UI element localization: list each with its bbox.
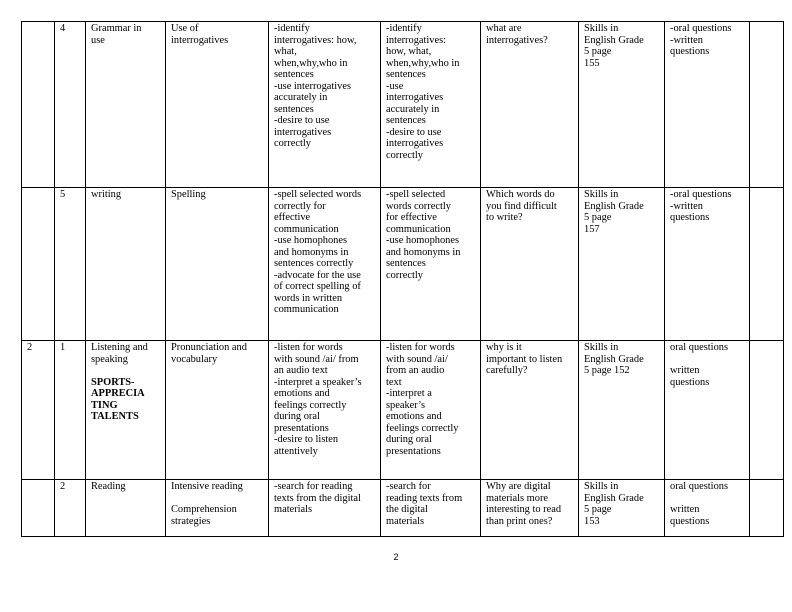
cell-line: Skills in — [584, 481, 619, 492]
cell-line: sentences — [386, 69, 426, 80]
cell-line: -interpret a — [386, 388, 432, 399]
cell-line: words in written — [274, 292, 343, 304]
cell-line: 157 — [584, 223, 600, 235]
cell-line: Intensive reading — [171, 481, 243, 492]
cell-line: materials — [386, 515, 425, 527]
strand-theme — [91, 377, 161, 423]
cell-line: vocabulary — [171, 353, 218, 365]
cell-line: speaker’s — [386, 399, 426, 411]
resources-cell — [579, 341, 665, 480]
cell-line: writing — [91, 189, 122, 200]
cell-line: Which words do — [486, 189, 555, 200]
cell-line: speaking — [91, 353, 128, 365]
cell-line: Spelling — [171, 189, 206, 200]
cell-line: English Grade — [584, 34, 644, 46]
cell-line: -use — [386, 80, 404, 92]
cell-line: interesting to read — [486, 504, 562, 515]
cell-line: interrogatives? — [486, 34, 548, 46]
cell-line: Comprehension — [171, 504, 237, 515]
week-cell: 2 — [22, 341, 55, 480]
cell-line: -search for — [386, 481, 431, 492]
sub-strand-cell — [166, 188, 269, 341]
cell-line: interrogatives: how, — [274, 34, 357, 46]
sub-strand-cell — [166, 341, 269, 480]
cell-line: -oral questions — [670, 189, 732, 200]
cell-line: 5 page — [584, 212, 612, 223]
cell-line: -use homophones — [274, 235, 348, 246]
cell-line: correctly for — [274, 200, 326, 212]
cell-line: materials — [274, 504, 313, 515]
strand-cell — [86, 22, 166, 188]
week-cell — [22, 22, 55, 188]
cell-line: with sound /ai/ from — [274, 353, 359, 365]
learning-experiences-cell — [381, 188, 481, 341]
cell-line: use — [91, 34, 105, 46]
assessment-cell — [665, 22, 750, 188]
cell-line: you find difficult — [486, 200, 557, 212]
scheme-of-work-table — [21, 21, 784, 537]
cell-line: Use of — [171, 23, 199, 34]
cell-line: oral questions — [670, 481, 729, 492]
cell-line: -use homophones — [386, 235, 460, 246]
cell-line: -written — [670, 200, 703, 212]
cell-line: questions — [670, 46, 710, 57]
cell-line: -desire to use — [386, 126, 442, 138]
remarks-cell — [750, 341, 784, 480]
cell-line: from an audio — [386, 365, 445, 376]
resources-cell — [579, 480, 665, 537]
cell-line: English Grade — [584, 200, 644, 212]
cell-line: -interpret a speaker’s — [274, 376, 362, 388]
cell-line: interrogatives — [386, 92, 444, 103]
cell-line: carefully? — [486, 365, 528, 376]
cell-line: -identify — [386, 23, 422, 34]
cell-line: English Grade — [584, 492, 644, 504]
cell-line: presentations — [274, 422, 329, 434]
cell-line: interrogatives: — [386, 34, 447, 46]
cell-line: communication — [274, 223, 339, 235]
cell-line: strategies — [171, 515, 211, 527]
cell-line: materials more — [486, 492, 549, 504]
cell-line: what, — [274, 46, 297, 57]
resources-cell — [579, 22, 665, 188]
cell-line — [171, 493, 264, 505]
cell-line: sentences correctly — [274, 258, 354, 269]
assessment-cell — [665, 480, 750, 537]
cell-line: -listen for words — [274, 342, 343, 353]
page-number: 2 — [393, 552, 399, 562]
remarks-cell — [750, 188, 784, 341]
cell-line: -desire to listen — [274, 434, 339, 445]
cell-line: -search for reading — [274, 481, 353, 492]
cell-line: questions — [670, 515, 710, 527]
cell-line: 155 — [584, 57, 600, 69]
cell-line: during oral — [274, 411, 320, 422]
cell-line: -listen for words — [386, 342, 455, 353]
cell-line: interrogatives — [274, 126, 332, 138]
week-cell — [22, 480, 55, 537]
sub-strand-cell — [166, 480, 269, 537]
cell-line: during oral — [386, 434, 432, 445]
table-row — [22, 22, 784, 188]
cell-line: interrogatives — [171, 34, 229, 46]
cell-line: for effective — [386, 212, 437, 223]
cell-line — [670, 354, 745, 366]
cell-line: correctly — [386, 269, 423, 281]
cell-line: English Grade — [584, 353, 644, 365]
cell-line: -spell selected — [386, 189, 446, 200]
cell-line: TALENTS — [91, 411, 139, 422]
cell-line: -spell selected words — [274, 189, 362, 200]
cell-line: accurately in — [386, 103, 440, 115]
key-inquiry-question-cell — [481, 480, 579, 537]
cell-line: sentences — [274, 103, 314, 115]
cell-line: APPRECIA — [91, 388, 145, 399]
cell-line: emotions and — [386, 411, 442, 422]
cell-line: questions — [670, 376, 710, 388]
cell-line: how, what, — [386, 46, 432, 57]
cell-line: sentences — [386, 115, 426, 126]
cell-line: SPORTS- — [91, 376, 135, 388]
table-row — [22, 480, 784, 537]
cell-line: why is it — [486, 342, 522, 353]
cell-line: and homonyms in — [386, 246, 461, 258]
key-inquiry-question-cell — [481, 22, 579, 188]
cell-line: correctly — [274, 138, 311, 149]
cell-line: Skills in — [584, 23, 619, 34]
strand-cell — [86, 188, 166, 341]
cell-line: attentively — [274, 445, 318, 457]
cell-line: texts from the digital — [274, 492, 361, 504]
cell-line: emotions and — [274, 388, 330, 399]
cell-line: an audio text — [274, 365, 328, 376]
cell-line: communication — [274, 304, 339, 315]
cell-line: -advocate for the use — [274, 269, 361, 281]
cell-line: effective — [274, 212, 311, 223]
cell-line: -oral questions — [670, 23, 732, 34]
lesson-cell: 4 — [55, 22, 86, 188]
assessment-cell — [665, 188, 750, 341]
strand-cell — [86, 341, 166, 480]
remarks-cell — [750, 480, 784, 537]
sub-strand-cell — [166, 22, 269, 188]
cell-line: feelings correctly — [274, 399, 347, 411]
cell-line: sentences — [274, 69, 314, 80]
cell-line: and homonyms in — [274, 246, 349, 258]
cell-line: presentations — [386, 445, 441, 457]
cell-line: -identify — [274, 23, 310, 34]
resources-cell — [579, 188, 665, 341]
assessment-cell — [665, 341, 750, 480]
learning-experiences-cell — [381, 341, 481, 480]
learning-experiences-cell — [381, 22, 481, 188]
cell-line: reading texts from — [386, 492, 463, 504]
cell-line: Reading — [91, 481, 126, 492]
cell-line: 5 page — [584, 46, 612, 57]
cell-line: than print ones? — [486, 515, 553, 527]
cell-line: accurately in — [274, 92, 328, 103]
cell-line: with sound /ai/ — [386, 353, 448, 365]
cell-line: Grammar in — [91, 23, 142, 34]
cell-line: correctly — [386, 149, 423, 161]
key-inquiry-question-cell — [481, 341, 579, 480]
specific-outcomes-cell — [269, 22, 381, 188]
cell-line: Listening and — [91, 342, 148, 353]
cell-line: -written — [670, 34, 703, 46]
cell-line: -use interrogatives — [274, 80, 352, 92]
cell-line: Why are digital — [486, 481, 551, 492]
cell-line: Skills in — [584, 342, 619, 353]
key-inquiry-question-cell — [481, 188, 579, 341]
cell-line: TING — [91, 399, 118, 411]
cell-line: of correct spelling of — [274, 281, 361, 292]
cell-line: words correctly — [386, 200, 451, 212]
cell-line: important to listen — [486, 353, 563, 365]
cell-line: written — [670, 504, 700, 515]
cell-line: text — [386, 376, 402, 388]
cell-line: Pronunciation and — [171, 342, 247, 353]
cell-line: oral questions — [670, 342, 729, 353]
lesson-cell: 2 — [55, 480, 86, 537]
cell-line: communication — [386, 223, 451, 235]
lesson-cell: 5 — [55, 188, 86, 341]
cell-line: feelings correctly — [386, 422, 459, 434]
cell-line: 5 page 152 — [584, 365, 630, 376]
cell-line: questions — [670, 212, 710, 223]
cell-line: 5 page — [584, 504, 612, 515]
learning-experiences-cell — [381, 480, 481, 537]
specific-outcomes-cell — [269, 480, 381, 537]
table-row — [22, 341, 784, 480]
cell-line: the digital — [386, 504, 428, 515]
cell-line: when,why,who in — [274, 57, 348, 69]
cell-line: 153 — [584, 515, 600, 527]
cell-line: Skills in — [584, 189, 619, 200]
strand-text — [91, 342, 161, 365]
strand-cell — [86, 480, 166, 537]
cell-line — [670, 493, 745, 505]
table-row — [22, 188, 784, 341]
week-cell — [22, 188, 55, 341]
cell-line: sentences — [386, 258, 426, 269]
cell-line: interrogatives — [386, 138, 444, 149]
cell-line: when,why,who in — [386, 57, 460, 69]
specific-outcomes-cell — [269, 341, 381, 480]
remarks-cell — [750, 22, 784, 188]
cell-line: to write? — [486, 212, 523, 223]
lesson-cell: 1 — [55, 341, 86, 480]
cell-line: what are — [486, 23, 522, 34]
cell-line: written — [670, 365, 700, 376]
specific-outcomes-cell — [269, 188, 381, 341]
cell-line: -desire to use — [274, 115, 330, 126]
